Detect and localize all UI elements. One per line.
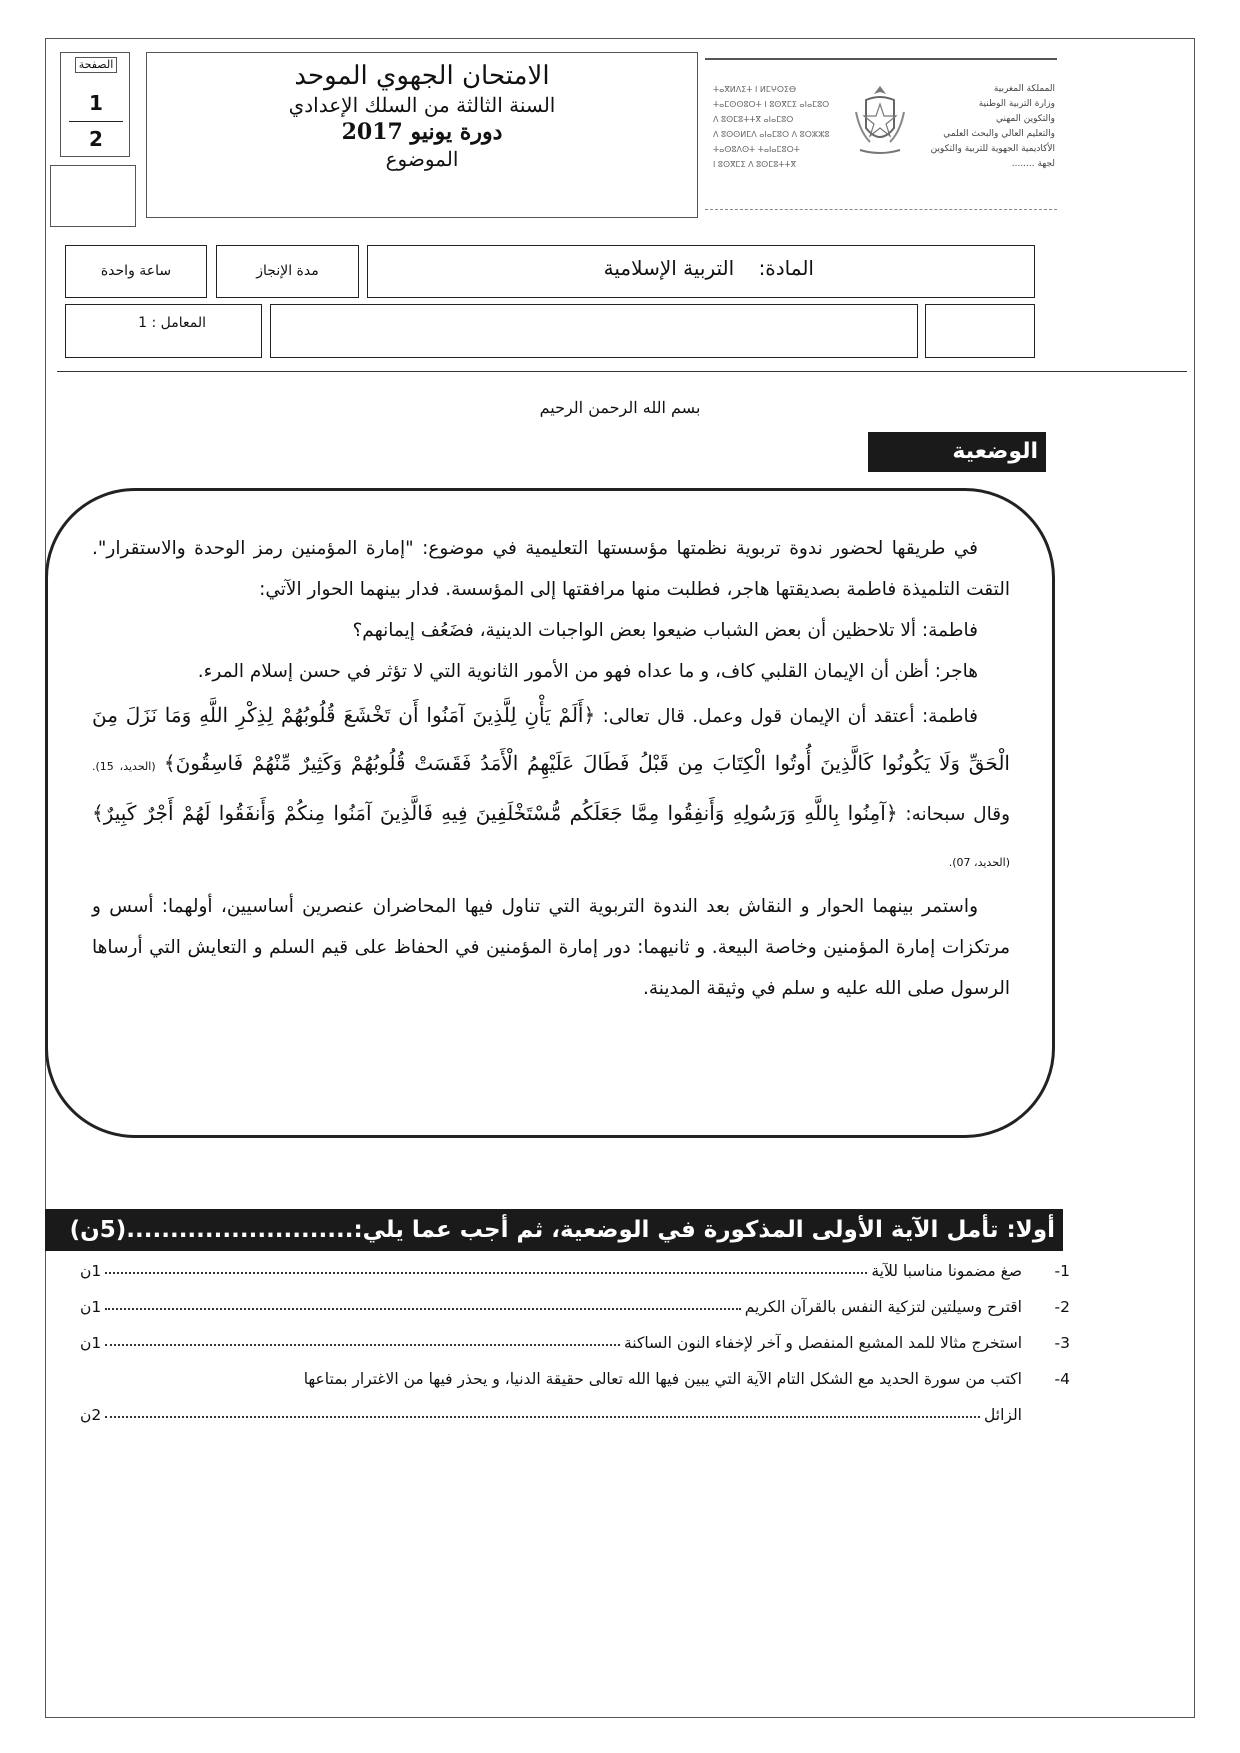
duration-value-cell: ساعة واحدة	[65, 245, 207, 298]
scenario-heading: الوضعية التقويمية:	[868, 432, 1046, 472]
question-2: 2- اقترح وسيلتين لتزكية النفس بالقرآن الكريم 1ن	[80, 1298, 1070, 1316]
dialogue-fatima-2	[92, 692, 1010, 886]
section1-dots: ..........................	[126, 1217, 354, 1243]
scenario-conclusion: واستمر بينهما الحوار و النقاش بعد الندوة التربوية التي تناول فيها المحاضران عنصرين أساسيين، أولهما: أسس و مرتكزات إمارة المؤمنين وخاصة البيعة. و ثانيهما: دور إمارة المؤمنين في الحفاظ على قيم السلم و التعايش التي أرساها الرسول صلى الله عليه و سلم في وثيقة المدينة.	[92, 896, 1010, 999]
verse-2-ref: (الحديد، 07).	[948, 856, 1010, 869]
question-3: 3- استخرج مثالا للمد المشبع المنفصل و آخر لإخفاء النون الساكنة 1ن	[80, 1334, 1070, 1352]
and-said: وقال سبحانه:	[905, 804, 1011, 825]
question-1: 1- صغ مضمونا مناسبا للآية 1ن	[80, 1262, 1070, 1280]
blank-cell-small	[925, 304, 1035, 358]
answer-line-4[interactable]	[105, 1406, 980, 1418]
basmala: بسم الله الرحمن الرحيم	[539, 398, 701, 417]
ministry-logo-block	[705, 58, 1057, 210]
question-4: 4- اكتب من سورة الحديد مع الشكل التام الآية التي يبين فيها الله تعالى حقيقة الدنيا، و يحذر فيها من الاغترار بمتاعها	[303, 1370, 1070, 1388]
verse-1-ref: (الحديد، 15).	[92, 760, 156, 773]
page-label: الصفحة	[75, 57, 117, 73]
section1-heading: أولا: تأمل الآية الأولى المذكورة في الوضعية، ثم أجب عما يلي:	[353, 1217, 1055, 1243]
blank-cell-wide	[270, 304, 918, 358]
coat-of-arms-icon	[850, 82, 910, 162]
page-number-box	[60, 52, 130, 157]
page-number: 1	[89, 91, 103, 115]
section1-heading-bar	[45, 1209, 1063, 1251]
page-divider	[69, 121, 123, 122]
exam-level: السنة الثالثة من السلك الإعدادي	[288, 93, 556, 117]
subject-value: التربية الإسلامية	[603, 256, 735, 280]
coefficient-cell: المعامل : 1	[65, 304, 262, 358]
subject-label: المادة:	[758, 256, 814, 280]
dialogue-hajar: هاجر: أظن أن الإيمان القلبي كاف، و ما عداه فهو من الأمور الثانوية التي لا تؤثر في حسن إسلام المرء.	[197, 661, 978, 682]
question-4-cont: الزائل 2ن	[80, 1406, 1022, 1424]
scenario-intro: في طريقها لحضور ندوة تربوية نظمتها مؤسستها التعليمية في موضوع: "إمارة المؤمنين رمز الوحدة والاستقرار". التقت التلميذة فاطمة بصديقتها هاجر، فطلبت منها مرافقتها إلى المؤسسة. فدار بينهما الحوار الآتي:	[92, 538, 1010, 600]
section1-points: (5ن)	[69, 1217, 127, 1243]
scenario-text	[92, 528, 1010, 1009]
exam-title-box	[146, 52, 698, 218]
exam-session: دورة يونيو 2017	[341, 119, 503, 145]
subject-cell	[367, 245, 1035, 298]
verse-1: ﴿أَلَمْ يَأْنِ لِلَّذِينَ آمَنُوا أَن تَخْشَعَ قُلُوبُهُمْ لِذِكْرِ اللَّهِ وَمَا نَزَلَ مِنَ الْحَقِّ وَلَا يَكُونُوا كَالَّذِينَ أُوتُوا الْكِتَابَ مِن قَبْلُ فَطَالَ عَلَيْهِمُ الْأَمَدُ فَقَسَتْ قُلُوبُهُمْ وَكَثِيرٌ مِّنْهُمْ فَاسِقُونَ﴾	[92, 703, 1010, 775]
answer-line-2[interactable]	[105, 1298, 740, 1310]
exam-title: الامتحان الجهوي الموحد	[294, 61, 550, 91]
answer-line-1[interactable]	[105, 1262, 867, 1274]
dialogue-fatima-1: فاطمة: ألا تلاحظين أن بعض الشباب ضيعوا بعض الواجبات الدينية، فضَعُف إيمانهم؟	[352, 620, 978, 641]
dialogue-fatima-2-intro: فاطمة: أعتقد أن الإيمان قول وعمل. قال تعالى:	[602, 706, 978, 727]
code-box	[50, 165, 136, 227]
logo-text-amazigh: ⵜⴰⴳⵍⴷⵉⵜ ⵏ ⵍⵎⵖⵔⵉⴱ ⵜⴰⵎⵙⵙⵓⵔⵜ ⵏ ⵓⵙⴳⵎⵉ ⴰⵏⴰⵎⵓⵔ ⴷ ⵓⵙⵎⵓⵜⵜⴳ ⴰⵏⴰⵎⵓⵔ ⴷ ⵓⵙⵙⵍⵎⴷ ⴰⵏⴰⵎⵓⵔ ⴷ ⵓⵔⵣⵣⵓ ⵜⴰⵙⵓⴷⵙⵜ ⵜⴰⵏⴰⵎⵓⵔⵜ ⵏ ⵓⵙⴳⵎⵉ ⴷ ⵓⵙⵎⵓⵜⵜⴳ	[713, 85, 830, 169]
paper-type: الموضوع	[385, 147, 459, 171]
answer-line-3[interactable]	[105, 1334, 620, 1346]
header-separator	[57, 371, 1187, 372]
page-total: 2	[89, 127, 103, 151]
verse-2: ﴿آمِنُوا بِاللَّهِ وَرَسُولِهِ وَأَنفِقُوا مِمَّا جَعَلَكُم مُّسْتَخْلَفِينَ فِيهِ فَالَّذِينَ آمَنُوا مِنكُمْ وَأَنفَقُوا لَهُمْ أَجْرٌ كَبِيرٌ﴾	[92, 801, 898, 825]
duration-label-cell: مدة الإنجاز	[216, 245, 359, 298]
logo-text-arabic: المملكة المغربية وزارة التربية الوطنية والتكوين المهني والتعليم العالي والبحث العلمي الأكاديمية الجهوية للتربية والتكوين لجهة ........	[930, 84, 1055, 169]
